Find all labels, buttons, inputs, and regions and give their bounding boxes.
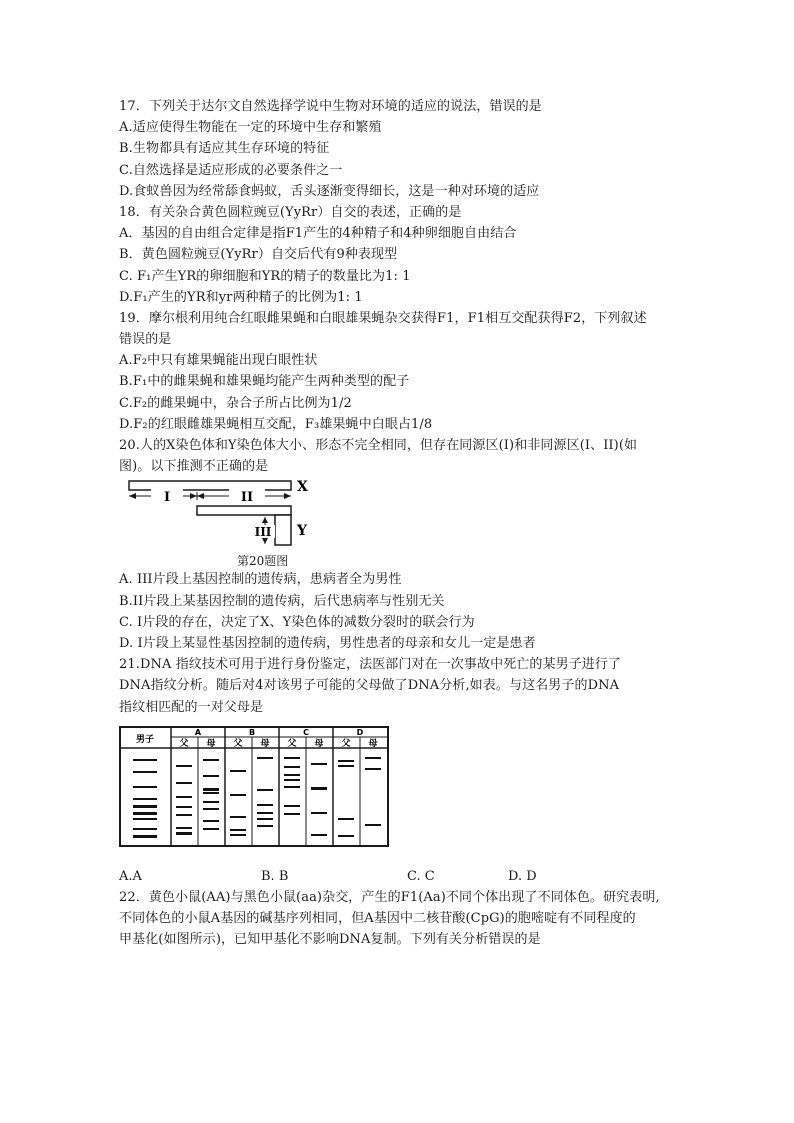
arrow-up-icon: [262, 517, 268, 523]
c-father-band: [284, 805, 300, 807]
q18-option-a: A．基因的自由组合定律是指F1产生的4种精子和4种卵细胞自由结合: [119, 226, 517, 242]
y-chromosome-tail: [275, 515, 291, 545]
a-father-band: [176, 806, 192, 808]
q21-option-d: D. D: [508, 868, 537, 884]
arrow-right-icon: [284, 493, 291, 499]
mother-header-d: 母: [368, 738, 378, 749]
region-iii-label: III: [254, 525, 272, 540]
a-father-band: [176, 814, 192, 816]
b-mother-band: [257, 812, 273, 814]
q17-option-c: C.自然选择是适应形成的必要条件之一: [119, 162, 343, 178]
a-father-band: [176, 765, 192, 767]
arrow-left-icon: [129, 493, 136, 499]
c-father-band: [284, 779, 300, 781]
a-mother-band: [203, 775, 219, 777]
d-father-band: [338, 760, 354, 762]
group-b-header: B: [248, 727, 256, 737]
q18-option-b: B．黄色圆粒豌豆(YyRr）自交后代有9种表现型: [119, 247, 398, 263]
group-c-header: C: [303, 727, 309, 737]
father-header-a: 父: [179, 738, 189, 749]
b-father-band: [230, 794, 246, 796]
q19-option-c: C.F₂的雌果蝇中，杂合子所占比例为1/2: [119, 395, 352, 411]
b-mother-band: [257, 789, 273, 791]
region-i-label: I: [163, 490, 171, 506]
chromosome-diagram: [125, 477, 345, 553]
man-band: [133, 818, 157, 820]
q20-stem-line2: 图)。以下推测不正确的是: [119, 459, 269, 475]
c-father-band: [284, 774, 300, 776]
man-band: [133, 798, 157, 800]
d-mother-band: [365, 824, 381, 826]
a-mother-band: [203, 792, 219, 794]
q21-stem-line2: DNA指纹分析。随后对4对该男子可能的父母做了DNA分析,如表。与这名男子的DNA: [119, 678, 620, 694]
c-mother-band: [311, 812, 327, 814]
x-label: X: [297, 479, 308, 496]
x-chromosome-bar: [129, 481, 291, 490]
q19-option-d: D.F₂的红眼雌雄果蝇相互交配，F₃雄果蝇中白眼占1/8: [119, 416, 433, 432]
man-band: [133, 812, 157, 815]
q19-option-a: A.F₂中只有雄果蝇能出现白眼性状: [119, 353, 318, 369]
q20-option-d: D. I片段上某显性基因控制的遗传病，男性患者的母亲和女儿一定是患者: [119, 635, 536, 651]
b-father-band: [230, 834, 246, 836]
d-father-band: [338, 818, 354, 820]
man-band: [133, 771, 157, 773]
b-father-band: [230, 829, 246, 831]
region-ii-label: II: [240, 490, 254, 506]
q21-stem-line1: 21.DNA 指纹技术可用于进行身份鉴定，法医部门对在一次事故中死亡的某男子进行了: [119, 657, 622, 673]
d-father-band: [338, 765, 354, 767]
q22-line1: 22．黄色小鼠(AA)与黑色小鼠(aa)杂交，产生的F1(Aa)不同个体出现了不同体色。研究表明,: [119, 889, 660, 905]
q21-stem-line3: 指纹相匹配的一对父母是: [119, 699, 264, 715]
group-a-header: A: [194, 727, 202, 737]
mother-header-b: 母: [260, 738, 270, 749]
b-mother-band: [257, 804, 273, 806]
a-father-band: [176, 832, 192, 835]
a-mother-band: [203, 828, 219, 830]
q22-line3: 甲基化(如图所示)，已知甲基化不影响DNA复制。下列有关分析错误的是: [119, 932, 541, 948]
q21-option-b: B. B: [261, 868, 289, 884]
c-father-band: [284, 813, 300, 815]
b-father-band: [230, 816, 246, 818]
q18-option-d: D.F₁产生的YR和yr两种精子的比例为1: 1: [119, 289, 363, 305]
q17-option-b: B.生物都具有适应其生存环境的特征: [119, 141, 330, 157]
q19-stem-line1: 19．摩尔根利用纯合红眼雌果蝇和白眼雄果蝇杂交获得F1，F1相互交配获得F2，下列叙述: [119, 310, 647, 326]
man-header: 男子: [135, 734, 155, 745]
dna-fingerprint-table: [119, 726, 391, 850]
mother-header-a: 母: [206, 738, 216, 749]
mother-header-c: 母: [314, 738, 324, 749]
b-mother-band: [257, 757, 273, 759]
man-band: [133, 786, 157, 788]
c-father-band: [284, 786, 300, 788]
d-mother-band: [365, 757, 381, 759]
a-mother-band: [203, 820, 219, 822]
a-mother-band: [203, 808, 219, 810]
q20-option-a: A. III片段上基因控制的遗传病，患病者全为男性: [119, 572, 402, 588]
c-father-band: [284, 757, 300, 759]
a-father-band: [176, 782, 192, 784]
c-father-band: [284, 766, 300, 768]
father-header-d: 父: [341, 738, 351, 749]
q20-stem-line1: 20.人的X染色体和Y染色体大小、形态不完全相同，但存在同源区(I)和非同源区(I、II)(如: [119, 438, 638, 453]
group-d-header: D: [356, 727, 364, 737]
q22-line2: 不同体色的小鼠A基因的碱基序列相同，但A基因中二核苷酸(CpG)的胞嘧啶有不同程度的: [119, 910, 636, 926]
b-father-band: [230, 770, 246, 772]
figure-caption: 第20题图: [237, 554, 289, 569]
b-mother-band: [257, 818, 273, 820]
y-chromosome-bar: [197, 506, 291, 515]
d-father-band: [338, 835, 354, 837]
q17-option-d: D.食蚁兽因为经常舔食蚂蚁，舌头逐渐变得细长，这是一种对环境的适应: [119, 183, 540, 199]
q21-options: [119, 866, 689, 887]
q18-option-c: C. F₁产生YR的卵细胞和YR的精子的数量比为1: 1: [119, 268, 411, 284]
arrow-right-icon: [190, 493, 197, 499]
b-mother-band: [257, 825, 273, 827]
dna-fingerprint-figure: [119, 726, 689, 866]
chromosome-figure: [125, 477, 689, 569]
a-father-band: [176, 827, 192, 829]
man-band: [133, 759, 157, 761]
exam-page: [119, 96, 689, 950]
a-father-band: [176, 796, 192, 798]
c-mother-band: [311, 763, 327, 765]
man-band: [133, 835, 157, 838]
father-header-b: 父: [233, 738, 243, 749]
q21-option-c: C. C: [407, 868, 435, 884]
q20-option-c: C. I片段的存在，决定了X、Y染色体的减数分裂时的联会行为: [119, 614, 475, 630]
d-mother-band: [365, 768, 381, 770]
man-band: [133, 828, 157, 830]
q20-option-b: B.II片段上某基因控制的遗传病，后代患病率与性别无关: [119, 593, 445, 609]
a-mother-band: [203, 801, 219, 803]
y-label: Y: [297, 523, 307, 540]
q19-stem-line2: 错误的是: [119, 332, 172, 348]
a-mother-band: [203, 788, 219, 791]
c-mother-band: [311, 787, 327, 790]
q21-option-a: A.A: [119, 868, 142, 884]
father-header-c: 父: [287, 738, 297, 749]
q17-stem: 17．下列关于达尔文自然选择学说中生物对环境的适应的说法，错误的是: [119, 99, 542, 114]
q18-stem: 18．有关杂合黄色圆粒豌豆(YyRr）自交的表述，正确的是: [119, 204, 462, 220]
arrow-left-icon: [197, 493, 204, 499]
c-mother-band: [311, 834, 327, 836]
q17-option-a: A.适应使得生物能在一定的环境中生存和繁殖: [119, 120, 382, 136]
man-band: [133, 805, 157, 808]
q19-option-b: B.F₁中的雌果蝇和雄果蝇均能产生两种类型的配子: [119, 374, 410, 390]
a-mother-band: [203, 759, 219, 761]
